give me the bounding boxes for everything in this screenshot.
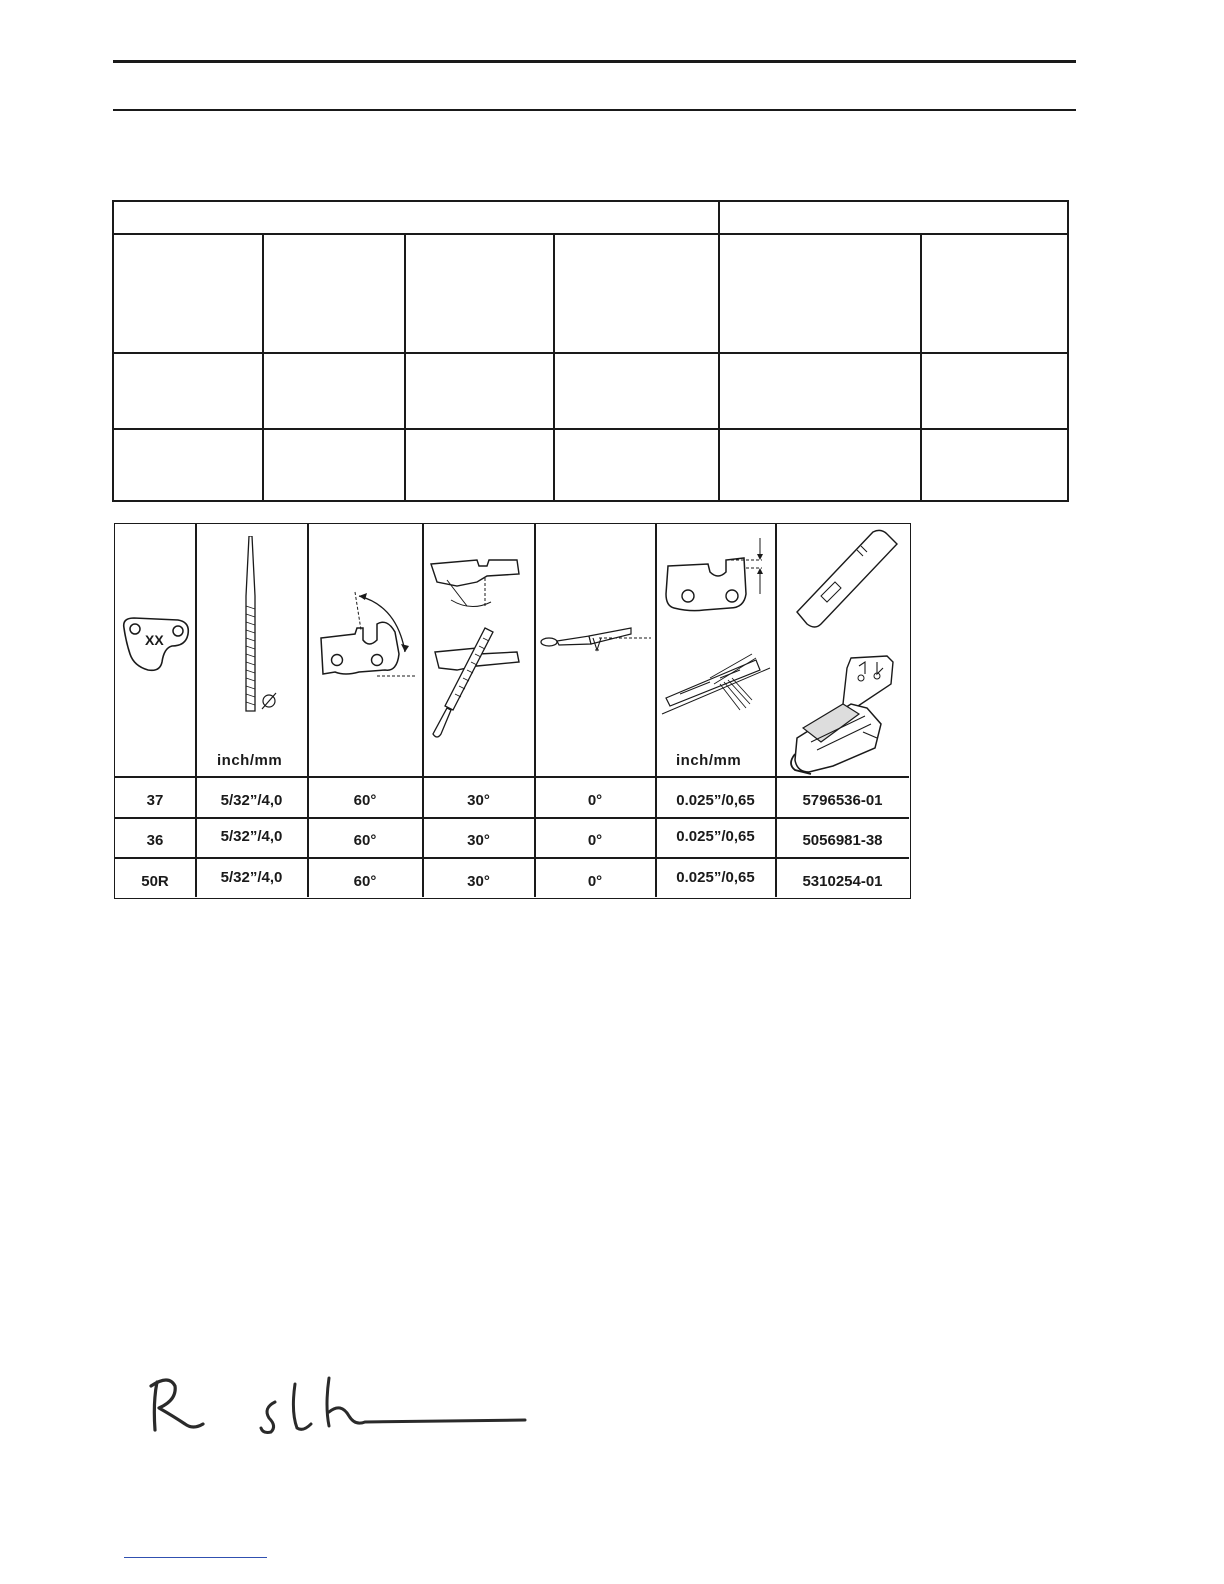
part-number-cell: 5796536-01 [802,792,883,809]
cutting-angle-cell: 0° [587,832,603,849]
file-diameter-cell: 5/32”/4,0 [220,869,283,886]
filing-angle-cell: 30° [467,832,490,849]
saw-chain-spec-table [114,523,911,899]
cutting-angle-cell: 0° [587,792,603,809]
signature [145,1372,535,1442]
top-plate-angle-cell: 60° [353,832,377,849]
chain-cell: 37 [146,792,164,809]
part-number-cell: 5310254-01 [802,873,883,890]
depth-gauge-cell: 0.025”/0,65 [676,828,755,845]
filing-angle-icon [427,552,531,742]
file-diameter-cell: 5/32”/4,0 [220,828,283,845]
cutting-angle-icon [539,614,653,664]
filing-angle-cell: 30° [467,873,490,890]
depth-gauge-unit: inch/mm [676,752,742,769]
cutter-marking-label: XX [145,632,164,648]
upper-grid-table [112,200,1069,502]
chain-cell: 50R [141,873,169,890]
footer-link-underline [124,1557,267,1558]
top-plate-angle-cell: 60° [353,792,377,809]
depth-gauge-cell: 0.025”/0,65 [676,792,755,809]
part-number-cell: 5056981-38 [802,832,883,849]
cutting-angle-cell: 0° [587,873,603,890]
file-diameter-cell: 5/32”/4,0 [220,792,283,809]
top-rule [113,60,1076,63]
chain-cell: 36 [146,832,164,849]
depth-gauge-tool-icon [781,528,907,778]
round-file-icon [231,536,301,716]
depth-gauge-icon [660,534,772,724]
filing-angle-cell: 30° [467,792,490,809]
depth-gauge-cell: 0.025”/0,65 [676,869,755,886]
chain-cutter-marking-icon [120,614,192,676]
top-plate-angle-cell: 60° [353,873,377,890]
top-plate-angle-icon [315,584,419,684]
header-rule [113,109,1076,111]
file-diameter-unit: inch/mm [217,752,283,769]
